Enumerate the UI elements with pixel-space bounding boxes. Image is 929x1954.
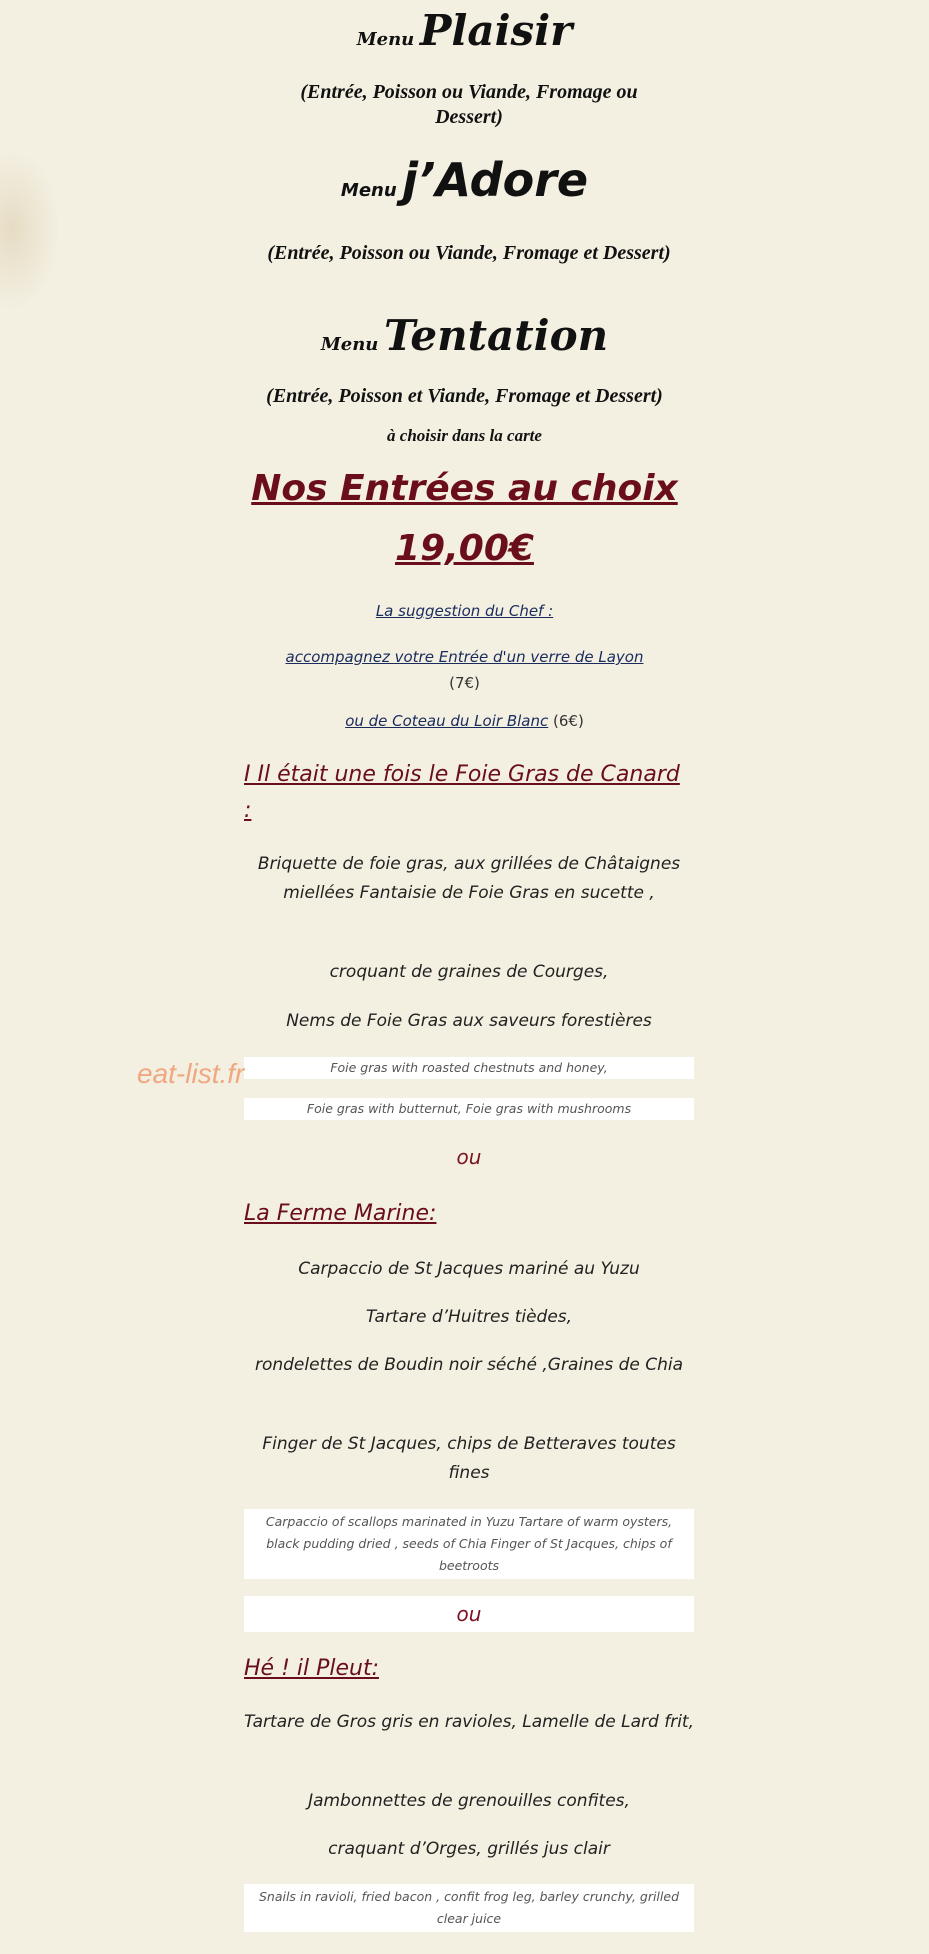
choose-note: à choisir dans la carte: [387, 426, 542, 445]
suggestion-wine-coteau: ou de Coteau du Loir Blanc: [345, 712, 549, 730]
dish-item: rondelettes de Boudin noir séché ,Graines de Chia: [254, 1355, 684, 1375]
chef-suggestion-heading: La suggestion du Chef :: [375, 602, 554, 620]
section-title-foie-gras: I Il était une fois le Foie Gras de Canard :: [244, 762, 680, 823]
menu-plaisir-description: (Entrée, Poisson ou Viande, Fromage ou Dessert): [300, 81, 638, 128]
english-translation: Snails in ravioli, fried bacon , confit frog leg, barley crunchy, grilled clear juice: [244, 1884, 694, 1932]
menu-name: j’Adore: [402, 153, 589, 207]
dish-item: croquant de graines de Courges,: [329, 962, 609, 982]
dish-item: Finger de St Jacques, chips de Betteraves toutes fines: [262, 1434, 676, 1483]
english-translation: Carpaccio of scallops marinated in Yuzu Tartare of warm oysters, black pudding dried , seeds of Chia Finger of St Jacques, chips of beetroots: [244, 1509, 694, 1579]
suggestion-price-layon: (7€): [449, 674, 480, 692]
menu-tentation-title: [0, 311, 929, 360]
entrees-title: Nos Entrées au choix: [251, 468, 678, 509]
menu-prefix: Menu: [356, 29, 415, 50]
dish-item: Jambonnettes de grenouilles confites,: [308, 1791, 630, 1811]
suggestion-price-coteau: (6€): [553, 712, 584, 730]
menu-prefix: Menu: [340, 180, 397, 201]
menu-tentation-description: (Entrée, Poisson et Viande, Fromage et Dessert): [266, 385, 663, 407]
chef-suggestion-line2: [0, 712, 929, 730]
menu-name: Plaisir: [419, 6, 573, 55]
dish-item: Briquette de foie gras, aux grillées de Châtaignes miellées Fantaisie de Foie Gras en sucette ,: [257, 854, 681, 903]
section-title-ferme-marine: La Ferme Marine:: [244, 1201, 437, 1226]
or-separator: ou: [244, 1596, 694, 1632]
menu-jadore-description: (Entrée, Poisson ou Viande, Fromage et Dessert): [267, 242, 671, 264]
chef-suggestion-line1: [0, 644, 929, 696]
menu-prefix: Menu: [320, 334, 379, 355]
dish-item: Carpaccio de St Jacques mariné au Yuzu: [298, 1259, 640, 1279]
menu-jadore-title: [0, 153, 929, 207]
or-separator: ou: [456, 1145, 482, 1169]
entrees-price: 19,00€: [395, 528, 534, 569]
english-translation: Foie gras with roasted chestnuts and honey,: [244, 1057, 694, 1079]
english-translation: Foie gras with butternut, Foie gras with mushrooms: [244, 1098, 694, 1120]
watermark-logo: eat-list.fr: [137, 1058, 245, 1089]
dish-item: craquant d’Orges, grillés jus clair: [328, 1839, 610, 1859]
menu-name: Tentation: [383, 311, 609, 360]
dish-item: Tartare de Gros gris en ravioles, Lamelle de Lard frit,: [244, 1712, 694, 1732]
dish-item: Tartare d’Huitres tièdes,: [365, 1307, 573, 1327]
suggestion-wine-layon: accompagnez votre Entrée d'un verre de Layon: [285, 648, 644, 666]
menu-plaisir-title: [0, 6, 929, 55]
dish-item: Nems de Foie Gras aux saveurs forestières: [286, 1011, 652, 1031]
section-title-il-pleut: Hé ! il Pleut:: [244, 1656, 379, 1681]
